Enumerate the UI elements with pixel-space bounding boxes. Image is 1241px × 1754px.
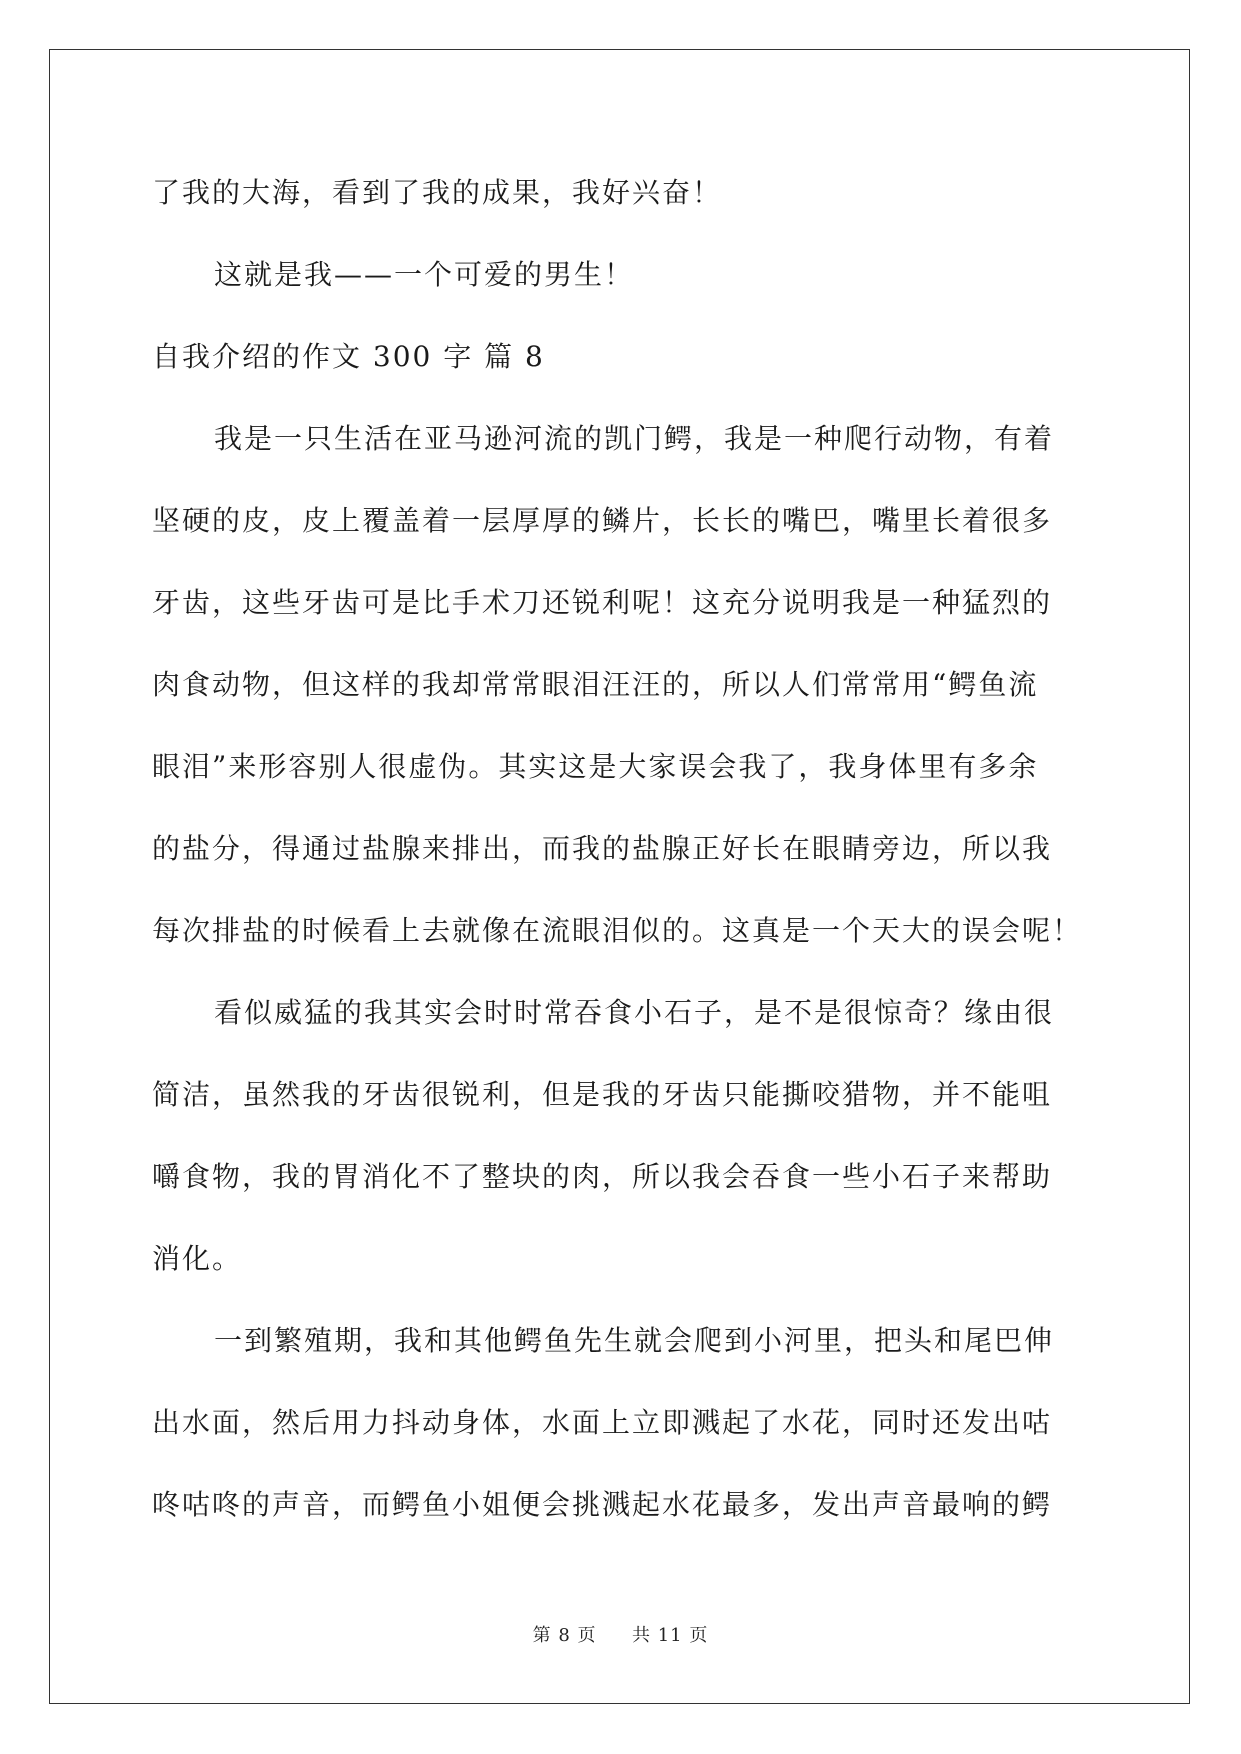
- text-line: 我是一只生活在亚马逊河流的凯门鳄，我是一种爬行动物，有着: [214, 422, 1055, 455]
- text-line: 出水面，然后用力抖动身体，水面上立即溅起了水花，同时还发出咕: [152, 1406, 1053, 1439]
- page-number-total: 共 11 页: [632, 1625, 709, 1646]
- text-line: 了我的大海，看到了我的成果，我好兴奋！: [152, 176, 723, 209]
- text-line: 肉食动物，但这样的我却常常眼泪汪汪的，所以人们常常用“鳄鱼流: [152, 668, 1039, 701]
- page-number-current: 第 8 页: [532, 1625, 597, 1646]
- text-line: 简洁，虽然我的牙齿很锐利，但是我的牙齿只能撕咬猎物，并不能咀: [152, 1078, 1053, 1111]
- section-heading: 自我介绍的作文 300 字 篇 8: [152, 340, 545, 373]
- text-line: 眼泪”来形容别人很虚伪。其实这是大家误会我了，我身体里有多余: [152, 750, 1039, 783]
- text-line: 每次排盐的时候看上去就像在流眼泪似的。这真是一个天大的误会呢！: [152, 914, 1083, 947]
- text-line: 看似威猛的我其实会时时常吞食小石子，是不是很惊奇？缘由很: [214, 996, 1055, 1029]
- text-line: 嚼食物，我的胃消化不了整块的肉，所以我会吞食一些小石子来帮助: [152, 1160, 1053, 1193]
- text-line: 消化。: [152, 1242, 243, 1275]
- page-footer: [0, 1624, 1241, 1648]
- text-line: 的盐分，得通过盐腺来排出，而我的盐腺正好长在眼睛旁边，所以我: [152, 832, 1053, 865]
- text-line: 坚硬的皮，皮上覆盖着一层厚厚的鳞片，长长的嘴巴，嘴里长着很多: [152, 504, 1053, 537]
- text-line: 这就是我——一个可爱的男生！: [214, 258, 635, 291]
- text-line: 牙齿，这些牙齿可是比手术刀还锐利呢！这充分说明我是一种猛烈的: [152, 586, 1053, 619]
- text-line: 一到繁殖期，我和其他鳄鱼先生就会爬到小河里，把头和尾巴伸: [214, 1324, 1055, 1357]
- text-line: 咚咕咚的声音，而鳄鱼小姐便会挑溅起水花最多，发出声音最响的鳄: [152, 1488, 1053, 1521]
- document-body: [152, 152, 1092, 1546]
